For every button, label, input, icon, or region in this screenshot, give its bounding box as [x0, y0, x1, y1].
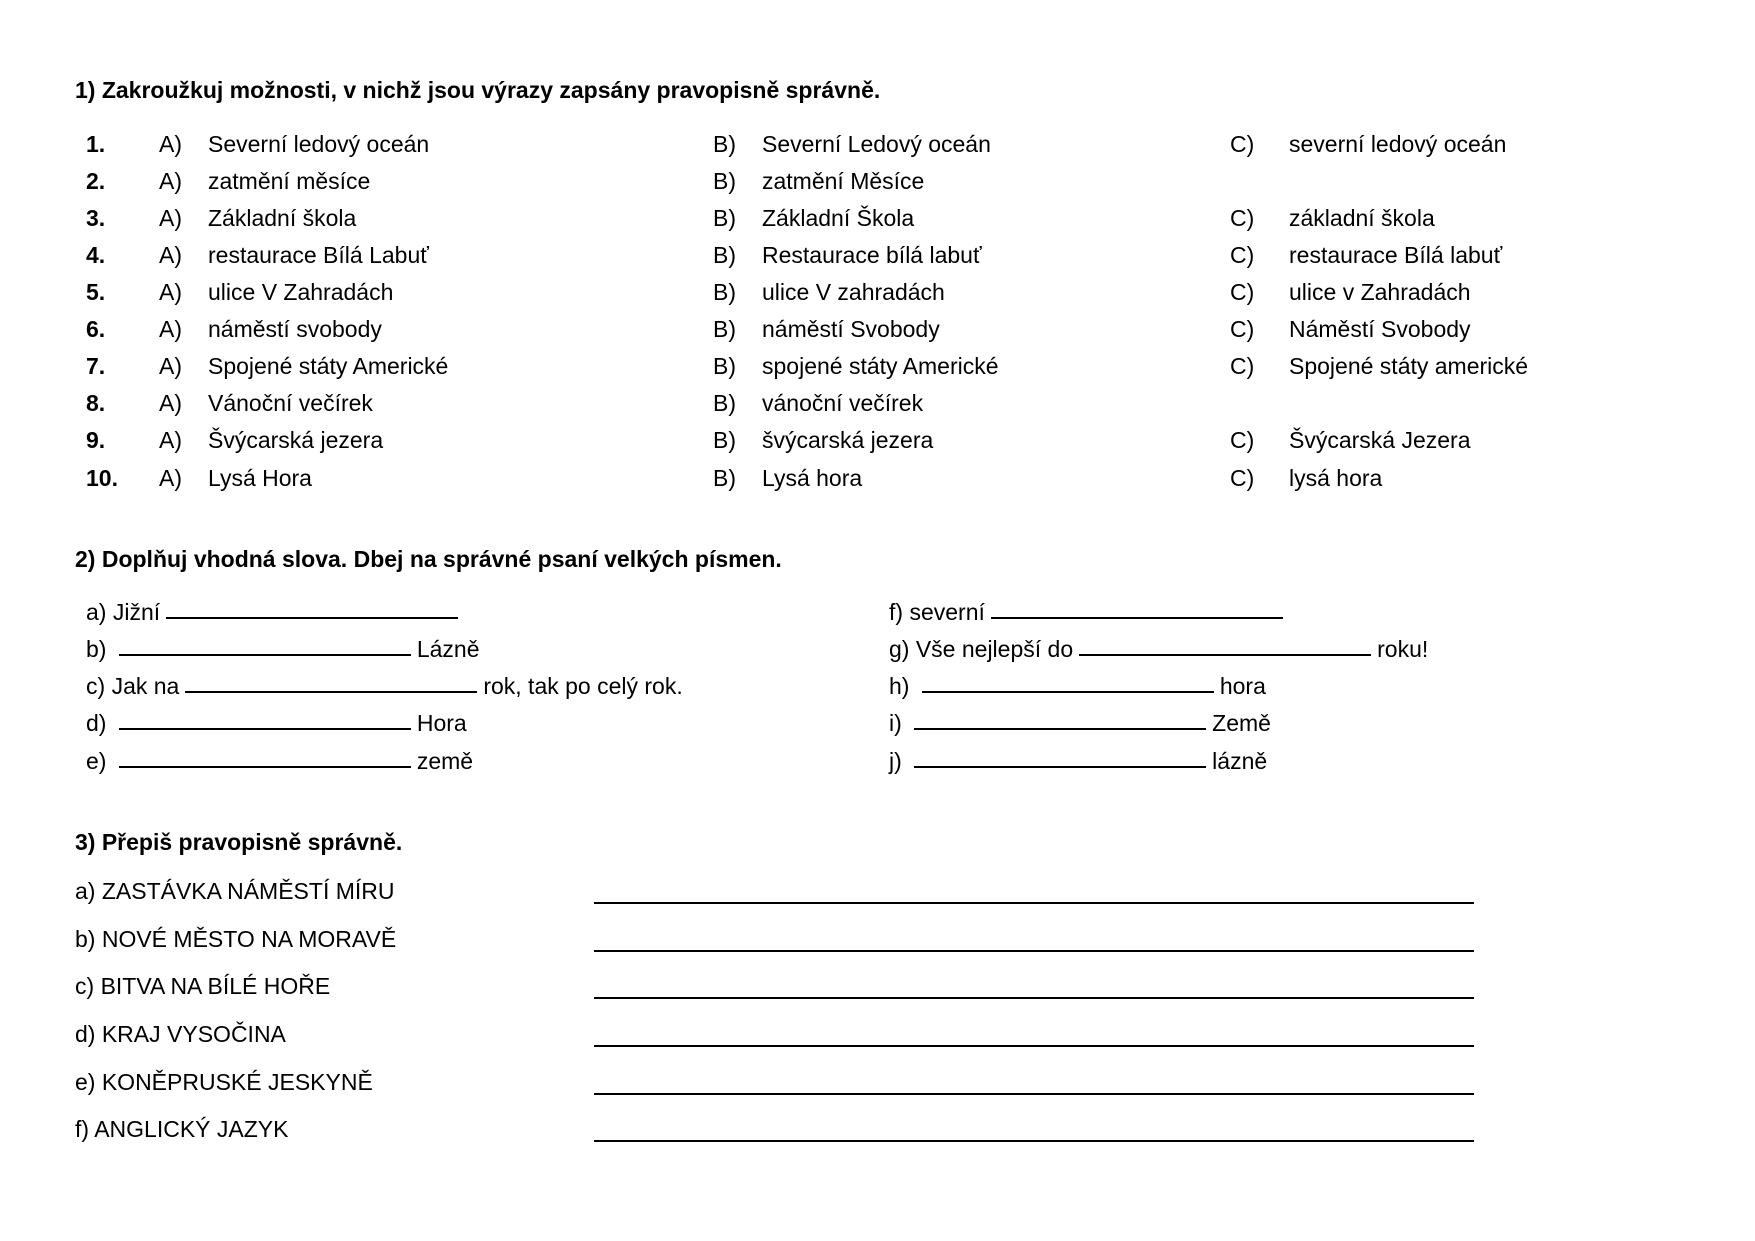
option-a-label[interactable]: A): [159, 427, 182, 453]
fill-in-row: [86, 635, 480, 663]
item-label: j): [889, 748, 902, 774]
fill-in-row: [86, 598, 464, 626]
question-number: 2.: [86, 168, 106, 194]
fill-in-row: [889, 672, 1266, 700]
answer-blank[interactable]: [185, 691, 477, 693]
answer-line[interactable]: [594, 997, 1474, 999]
option-a-text[interactable]: Spojené státy Americké: [208, 353, 449, 379]
option-b-label[interactable]: B): [713, 390, 736, 416]
option-c-text[interactable]: Švýcarská Jezera: [1289, 427, 1471, 453]
option-a-text[interactable]: zatmění měsíce: [208, 168, 371, 194]
item-label: d): [86, 710, 107, 736]
item-label: b): [86, 636, 107, 662]
question-row: [0, 389, 1755, 426]
item-label: e): [75, 1069, 96, 1095]
item-label: c): [86, 673, 106, 699]
section3-heading: 3) Přepiš pravopisně správně.: [75, 829, 403, 855]
option-c-label[interactable]: C): [1230, 279, 1255, 305]
text-after-blank: rok, tak po celý rok.: [483, 673, 683, 699]
item-text: KRAJ VYSOČINA: [101, 1021, 286, 1047]
option-b-label[interactable]: B): [713, 427, 736, 453]
answer-blank[interactable]: [991, 617, 1283, 619]
item-label: i): [889, 710, 902, 736]
question-number: 3.: [86, 205, 106, 231]
answer-blank[interactable]: [914, 766, 1206, 768]
answer-line[interactable]: [594, 902, 1474, 904]
option-b-label[interactable]: B): [713, 242, 736, 268]
option-a-text[interactable]: ulice V Zahradách: [208, 279, 394, 305]
item-label: g): [889, 636, 910, 662]
text-after-blank: hora: [1219, 673, 1266, 699]
option-b-label[interactable]: B): [713, 279, 736, 305]
text-after-blank: Lázně: [416, 636, 480, 662]
option-a-text[interactable]: Švýcarská jezera: [208, 427, 384, 453]
section1-heading: 1) Zakroužkuj možnosti, v nichž jsou výrazy zapsány pravopisně správně.: [75, 77, 881, 103]
question-number: 6.: [86, 316, 106, 342]
question-number: 10.: [86, 465, 118, 491]
option-c-text[interactable]: restaurace Bílá labuť: [1289, 242, 1503, 268]
question-row: [0, 464, 1755, 501]
option-c-label[interactable]: C): [1230, 353, 1255, 379]
question-row: [0, 167, 1755, 204]
answer-blank[interactable]: [166, 617, 458, 619]
option-b-text[interactable]: Severní Ledový oceán: [762, 131, 991, 157]
item-label: b): [75, 926, 96, 952]
section2-heading: 2) Doplňuj vhodná slova. Dbej na správné psaní velkých písmen.: [75, 546, 782, 572]
item-label: e): [86, 748, 107, 774]
option-c-text[interactable]: Spojené státy americké: [1289, 353, 1529, 379]
item-label: a): [75, 878, 96, 904]
answer-line[interactable]: [594, 1045, 1474, 1047]
text-after-blank: země: [416, 748, 474, 774]
text-before-blank: Jižní: [112, 599, 161, 625]
text-before-blank: Jak na: [111, 673, 180, 699]
text-after-blank: Země: [1212, 710, 1271, 736]
option-b-text[interactable]: Restaurace bílá labuť: [762, 242, 982, 268]
option-a-label[interactable]: A): [159, 131, 182, 157]
option-b-text[interactable]: vánoční večírek: [762, 390, 924, 416]
option-b-label[interactable]: B): [713, 316, 736, 342]
option-b-label[interactable]: B): [713, 353, 736, 379]
option-b-text[interactable]: ulice V zahradách: [762, 279, 945, 305]
text-before-blank: severní: [909, 599, 985, 625]
option-b-text[interactable]: Základní Škola: [762, 205, 915, 231]
fill-in-row: [86, 672, 683, 700]
fill-in-row: [889, 598, 1289, 626]
question-number: 4.: [86, 242, 106, 268]
option-c-text[interactable]: Náměstí Svobody: [1289, 316, 1471, 342]
question-row: [0, 130, 1755, 167]
question-row: [0, 241, 1755, 278]
rewrite-item: [75, 1115, 288, 1143]
item-label: f): [889, 599, 904, 625]
option-a-text[interactable]: Základní škola: [208, 205, 357, 231]
option-a-text[interactable]: restaurace Bílá Labuť: [208, 242, 429, 268]
option-c-text[interactable]: severní ledový oceán: [1289, 131, 1507, 157]
rewrite-item: [75, 1020, 286, 1048]
option-b-text[interactable]: Lysá hora: [762, 465, 863, 491]
answer-blank[interactable]: [1079, 654, 1371, 656]
option-c-text[interactable]: lysá hora: [1289, 465, 1383, 491]
question-number: 1.: [86, 131, 106, 157]
rewrite-item: [75, 1068, 373, 1096]
option-a-text[interactable]: náměstí svobody: [208, 316, 382, 342]
answer-blank[interactable]: [922, 691, 1214, 693]
question-row: [0, 315, 1755, 352]
option-b-label[interactable]: B): [713, 205, 736, 231]
rewrite-item: [75, 972, 330, 1000]
option-a-text[interactable]: Lysá Hora: [208, 465, 312, 491]
text-after-blank: Hora: [416, 710, 467, 736]
answer-line[interactable]: [594, 950, 1474, 952]
option-a-label[interactable]: A): [159, 390, 182, 416]
rewrite-item: [75, 925, 396, 953]
text-before-blank: Vše nejlepší do: [915, 636, 1074, 662]
option-a-label[interactable]: A): [159, 353, 182, 379]
question-number: 8.: [86, 390, 106, 416]
item-text: NOVÉ MĚSTO NA MORAVĚ: [101, 926, 397, 952]
item-label: f): [75, 1116, 90, 1142]
question-number: 7.: [86, 353, 106, 379]
option-c-label[interactable]: C): [1230, 205, 1255, 231]
answer-blank[interactable]: [119, 728, 411, 730]
option-b-text[interactable]: švýcarská jezera: [762, 427, 934, 453]
fill-in-row: [86, 747, 473, 775]
question-row: [0, 204, 1755, 241]
option-a-text[interactable]: Severní ledový oceán: [208, 131, 430, 157]
option-a-label[interactable]: A): [159, 465, 182, 491]
rewrite-item: [75, 877, 395, 905]
option-b-label[interactable]: B): [713, 131, 736, 157]
fill-in-row: [889, 747, 1267, 775]
text-after-blank: lázně: [1212, 748, 1268, 774]
item-text: ZASTÁVKA NÁMĚSTÍ MÍRU: [101, 878, 395, 904]
option-c-text[interactable]: ulice v Zahradách: [1289, 279, 1471, 305]
answer-line[interactable]: [594, 1093, 1474, 1095]
option-c-label[interactable]: C): [1230, 131, 1255, 157]
answer-line[interactable]: [594, 1140, 1474, 1142]
item-label: d): [75, 1021, 96, 1047]
option-b-text[interactable]: zatmění Měsíce: [762, 168, 925, 194]
answer-blank[interactable]: [914, 728, 1206, 730]
option-b-label[interactable]: B): [713, 465, 736, 491]
item-label: h): [889, 673, 910, 699]
option-b-label[interactable]: B): [713, 168, 736, 194]
question-number: 5.: [86, 279, 106, 305]
question-row: [0, 278, 1755, 315]
option-c-label[interactable]: C): [1230, 242, 1255, 268]
option-b-text[interactable]: náměstí Svobody: [762, 316, 940, 342]
text-after-blank: roku!: [1377, 636, 1429, 662]
option-c-label[interactable]: C): [1230, 465, 1255, 491]
item-label: a): [86, 599, 107, 625]
question-row: [0, 426, 1755, 463]
item-text: KONĚPRUSKÉ JESKYNĚ: [101, 1069, 373, 1095]
answer-blank[interactable]: [119, 654, 411, 656]
fill-in-row: [86, 709, 467, 737]
option-a-text[interactable]: Vánoční večírek: [208, 390, 373, 416]
question-row: [0, 352, 1755, 389]
option-a-label[interactable]: A): [159, 242, 182, 268]
fill-in-row: [889, 709, 1271, 737]
option-a-label[interactable]: A): [159, 316, 182, 342]
option-c-label[interactable]: C): [1230, 316, 1255, 342]
answer-blank[interactable]: [119, 766, 411, 768]
option-b-text[interactable]: spojené státy Americké: [762, 353, 999, 379]
question-number: 9.: [86, 427, 106, 453]
option-c-text[interactable]: základní škola: [1289, 205, 1435, 231]
option-a-label[interactable]: A): [159, 168, 182, 194]
option-a-label[interactable]: A): [159, 205, 182, 231]
fill-in-row: [889, 635, 1428, 663]
item-text: BITVA NA BÍLÉ HOŘE: [100, 973, 331, 999]
option-c-label[interactable]: C): [1230, 427, 1255, 453]
option-a-label[interactable]: A): [159, 279, 182, 305]
item-text: ANGLICKÝ JAZYK: [94, 1116, 289, 1142]
item-label: c): [75, 973, 95, 999]
